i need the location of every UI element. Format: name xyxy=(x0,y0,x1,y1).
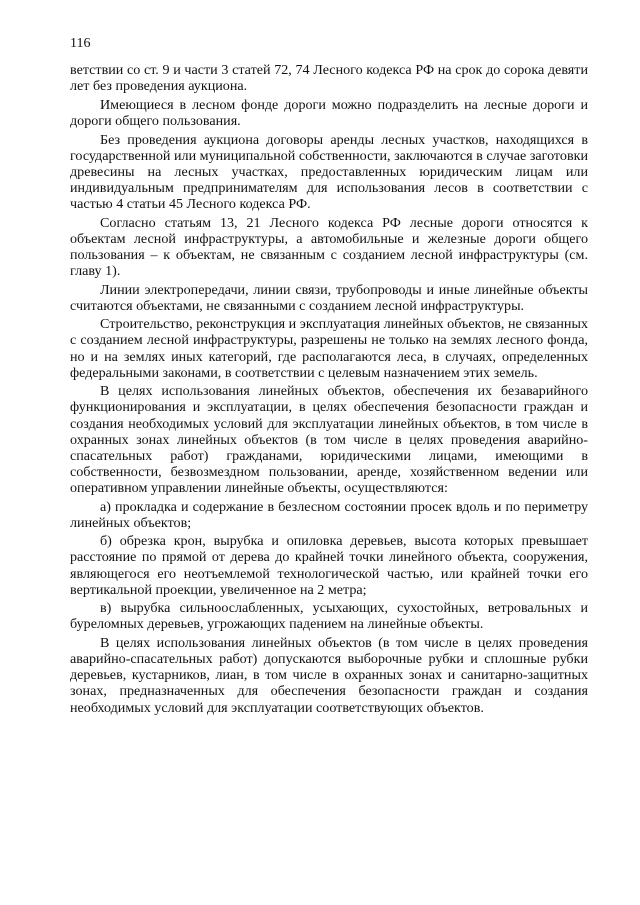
paragraph-linear-objects-use: В целях использования линейных объектов, обеспечения их безаварийного функционирования и эксплуатации, в целях обеспечения безопасности граждан и создания необходимых условий для эксплуатации линейных объектов, в том числе в охранных зонах линейных объектов (в том числе в целях проведения аварийно-спасательных работ) гражданами, юридическими лицами, имеющими в собственности, безвозмездном пользовании, аренде, хозяйственном ведении или оперативном управлении линейные объекты, осуществляются: xyxy=(70,383,588,496)
paragraph-roads: Имеющиеся в лесном фонде дороги можно подразделить на лесные дороги и дороги общего пользования. xyxy=(70,96,588,129)
list-item-a: а) прокладка и содержание в безлесном состоянии просек вдоль и по периметру линейных объектов; xyxy=(70,498,588,531)
page-number: 116 xyxy=(70,36,91,51)
paragraph-forest-infrastructure: Согласно статьям 13, 21 Лесного кодекса РФ лесные дороги относятся к объектам лесной инфраструктуры, а автомобильные и железные дороги общего пользования – к объектам, не связанным с созданием лесной инфраструктуры (см. главу 1). xyxy=(70,214,588,279)
paragraph-lease-without-auction: Без проведения аукциона договоры аренды лесных участков, находящихся в государственной или муниципальной собственности, заключаются в случае заготовки древесины на лесных участках, предоставленных юридическим лицам или индивидуальным предпринимателям для использования лесов в соответствии с частью 4 статьи 45 Лесного кодекса РФ. xyxy=(70,131,588,212)
paragraph-linear-objects: Линии электропередачи, линии связи, трубопроводы и иные линейные объекты считаются объектами, не связанными с созданием лесной инфраструктуры. xyxy=(70,281,588,314)
list-item-b: б) обрезка крон, вырубка и опиловка деревьев, высота которых превышает расстояние по прямой от дерева до крайней точки линейного объекта, сооружения, являющегося его неотъемлемой технологической частью, или крайней точки его вертикальной проекции, увеличенное на 2 метра; xyxy=(70,533,588,598)
paragraph-construction: Строительство, реконструкция и эксплуатация линейных объектов, не связанных с созданием лесной инфраструктуры, разрешены не только на землях лесного фонда, но и на землях иных категорий, где располагаются леса, в случаях, определенных федеральными законами, в соответствии с целевым назначением этих земель. xyxy=(70,316,588,381)
paragraph-continuation: ветствии со ст. 9 и части 3 статей 72, 74 Лесного кодекса РФ на срок до сорока девяти лет без проведения аукциона. xyxy=(70,62,588,95)
body-text xyxy=(70,62,588,716)
paragraph-clear-cutting: В целях использования линейных объектов (в том числе в целях проведения аварийно-спасательных работ) допускаются выборочные рубки и сплошные рубки деревьев, кустарников, лиан, в том числе в охранных зонах и санитарно-защитных зонах, предназначенных для обеспечения безопасности граждан и создания необходимых условий для эксплуатации соответствующих объектов. xyxy=(70,635,588,716)
list-item-v: в) вырубка сильноослабленных, усыхающих, сухостойных, ветровальных и буреломных деревьев, угрожающих падением на линейные объекты. xyxy=(70,600,588,633)
